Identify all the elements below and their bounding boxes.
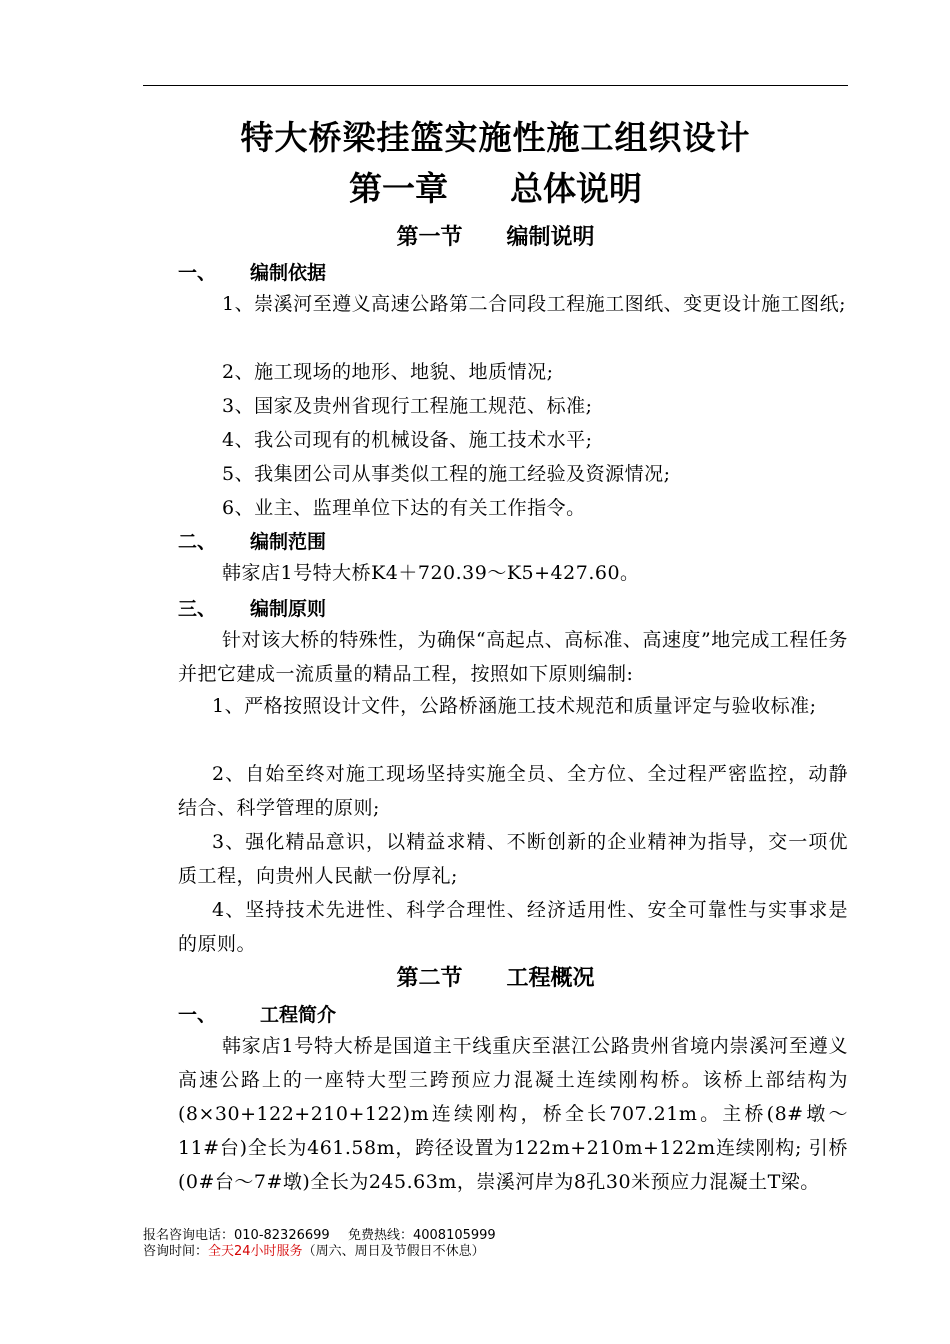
hours-value: 全天24小时服务	[208, 1244, 303, 1259]
phone-label: 报名咨询电话：	[143, 1228, 235, 1243]
project-intro: 韩家店1号特大桥是国道主干线重庆至湛江公路贵州省境内崇溪河至遵义高速公路上的一座特大型三跨预应力混凝土连续刚构桥。该桥上部结构为(8×30+122+210+122)m连续刚构，桥全长707.21m。主桥(8#墩～11#台)全长为461.58m，跨径设置为122m+210m+122m连续刚构; 引桥(0#台～7#墩)全长为245.63m，崇溪河岸为8孔30米预应力混凝土T梁。	[178, 1035, 848, 1193]
footer-contact	[143, 1228, 496, 1243]
principle-item: 1、严格按照设计文件，公路桥涵施工技术规范和质量评定与验收标准;	[212, 695, 817, 717]
basis-item: 4、我公司现有的机械设备、施工技术水平;	[222, 429, 593, 451]
heading-text: 工程简介	[260, 1004, 337, 1026]
basis-item: 5、我集团公司从事类似工程的施工经验及资源情况;	[222, 463, 671, 485]
section2-name: 工程概况	[506, 966, 595, 991]
section1-label: 第一节	[396, 225, 463, 250]
heading-scope	[178, 527, 326, 554]
phone-number: 010-82326699	[234, 1228, 330, 1243]
heading-overview	[178, 1000, 336, 1027]
footer-hours	[143, 1244, 485, 1259]
header-rule	[143, 85, 848, 86]
hours-label: 咨询时间：	[143, 1244, 209, 1259]
hotline-number: 4008105999	[412, 1228, 496, 1243]
section1-name: 编制说明	[506, 225, 595, 250]
heading-principles	[178, 594, 326, 621]
basis-item: 2、施工现场的地形、地貌、地质情况;	[222, 361, 554, 383]
principle-intro: 针对该大桥的特殊性，为确保“高起点、高标准、高速度”地完成工程任务并把它建成一流质量的精品工程，按照如下原则编制:	[178, 629, 848, 685]
scope-text: 韩家店1号特大桥K4＋720.39～K5+427.60。	[222, 562, 640, 584]
heading-text: 编制范围	[250, 531, 327, 553]
chapter-name: 总体说明	[510, 169, 642, 208]
principle-item: 3、强化精品意识，以精益求精、不断创新的企业精神为指导，交一项优质工程，向贵州人民献一份厚礼;	[178, 831, 848, 887]
chapter-label: 第一章	[349, 169, 448, 208]
document-title: 特大桥梁挂篮实施性施工组织设计	[240, 118, 751, 157]
heading-number: 一、	[178, 262, 217, 284]
chapter-title	[143, 163, 848, 210]
hotline-label: 免费热线：	[347, 1228, 413, 1243]
basis-item: 3、国家及贵州省现行工程施工规范、标准;	[222, 395, 593, 417]
basis-item: 1、崇溪河至遵义高速公路第二合同段工程施工图纸、变更设计施工图纸;	[222, 293, 846, 315]
section2-title	[143, 961, 848, 992]
heading-number: 三、	[178, 598, 217, 620]
hours-note: （周六、周日及节假日不休息）	[302, 1244, 485, 1259]
heading-text: 编制原则	[250, 598, 327, 620]
principle-item: 4、坚持技术先进性、科学合理性、经济适用性、安全可靠性与实事求是的原则。	[178, 899, 848, 955]
section2-label: 第二节	[396, 966, 463, 991]
heading-number: 一、	[178, 1004, 217, 1026]
principle-item: 2、自始至终对施工现场坚持实施全员、全方位、全过程严密监控，动静结合、科学管理的原则;	[178, 763, 848, 819]
heading-text: 编制依据	[250, 262, 327, 284]
heading-number: 二、	[178, 531, 217, 553]
heading-basis	[178, 258, 326, 285]
basis-item: 6、业主、监理单位下达的有关工作指令。	[222, 497, 586, 519]
section1-title	[143, 220, 848, 251]
